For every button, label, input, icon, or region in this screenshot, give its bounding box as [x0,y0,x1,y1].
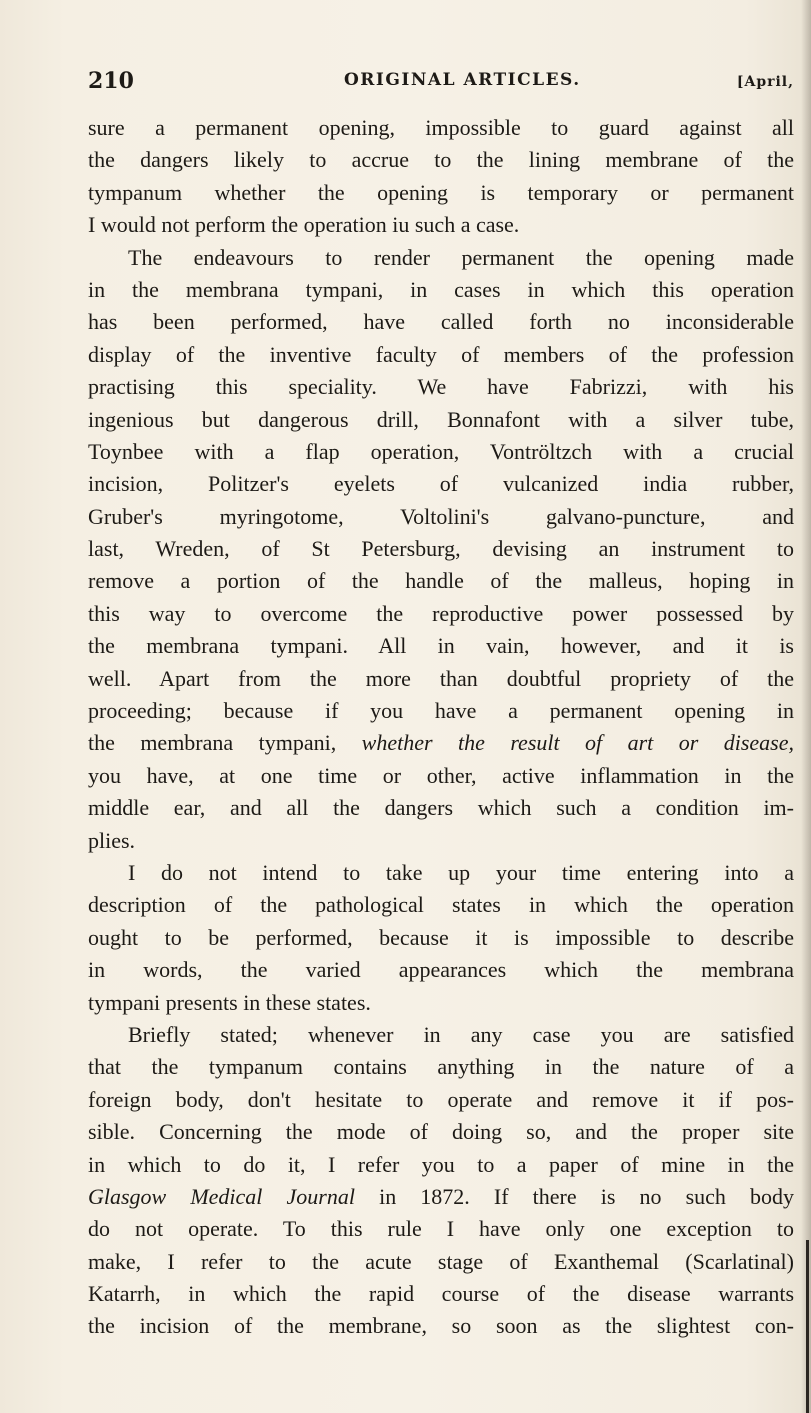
text-line: the membrana tympani. All in vain, however, and it is [88,633,794,659]
text-line: description of the pathological states in which the operation [88,892,794,918]
text-line: tympanum whether the opening is temporary or permanent [88,179,794,205]
text-line: in the membrana tympani, in cases in which this operation [88,276,794,302]
text-line: foreign body, don't hesitate to operate and remove it if pos- [88,1086,794,1112]
text-line: tympani presents in these states. [88,989,371,1015]
text-line: I would not perform the operation iu such a case. [88,212,520,238]
text-line: ought to be performed, because it is impossible to describe [88,924,794,950]
text-line: that the tympanum contains anything in the nature of a [88,1054,794,1080]
paragraph-start: I do not intend to take up your time entering into a [128,859,794,885]
text-line: the incision of the membrane, so soon as the slightest con- [88,1313,794,1339]
text-line: in which to do it, I refer you to a paper of mine in the [88,1151,794,1177]
text-line-with-italic [88,727,794,759]
journal-title: Glasgow Medical Journal [88,1183,355,1209]
text-line: well. Apart from the more than doubtful propriety of the [88,665,794,691]
text-line: make, I refer to the acute stage of Exanthemal (Scarlatinal) [88,1248,794,1274]
text-line: middle ear, and all the dangers which such a condition im- [88,795,794,821]
text-segment: in 1872. If there is no such body [379,1183,795,1209]
text-line: in words, the varied appearances which the membrana [88,957,794,983]
page-edge-shadow [801,0,811,1413]
text-line: the dangers likely to accrue to the lining membrane of the [88,147,794,173]
text-line: plies. [88,827,136,853]
text-line: sible. Concerning the mode of doing so, and the proper site [88,1119,794,1145]
italic-phrase: whether the result of art or disease, [361,730,795,756]
running-head-month: [April, [736,74,794,90]
text-line: has been performed, have called forth no inconsiderable [88,309,794,335]
text-line: do not operate. To this rule I have only one exception to [88,1216,794,1242]
text-line: remove a portion of the handle of the malleus, hoping in [88,568,794,594]
paragraph-start: Briefly stated; whenever in any case you are satisfied [128,1021,794,1047]
text-line: you have, at one time or other, active inflammation in the [88,762,794,788]
text-line: proceeding; because if you have a permanent opening in [88,698,794,724]
paragraph-start: The endeavours to render permanent the opening made [128,244,794,270]
text-line: incision, Politzer's eyelets of vulcanized india rubber, [88,471,794,497]
text-line: Gruber's myringotome, Voltolini's galvano-puncture, and [88,503,794,529]
text-line: sure a permanent opening, impossible to guard against all [88,115,794,140]
text-line: last, Wreden, of St Petersburg, devising an instrument to [88,536,794,562]
text-line-with-italic [88,1181,794,1213]
body-text [88,112,794,1343]
text-line: practising this speciality. We have Fabrizzi, with his [88,374,794,400]
running-head-title: ORIGINAL ARTICLES. [344,70,581,90]
text-line: this way to overcome the reproductive power possessed by [88,600,794,626]
text-line: ingenious but dangerous drill, Bonnafont with a silver tube, [88,406,794,432]
text-line: display of the inventive faculty of members of the profession [88,341,794,367]
text-line: Toynbee with a flap operation, Vontröltzch with a crucial [88,438,794,464]
text-line: Katarrh, in which the rapid course of the disease warrants [88,1281,794,1307]
text-segment: the membrana tympani, [88,730,337,756]
page-edge-line [806,1240,809,1413]
running-head [88,68,794,100]
page-number: 210 [88,68,134,94]
